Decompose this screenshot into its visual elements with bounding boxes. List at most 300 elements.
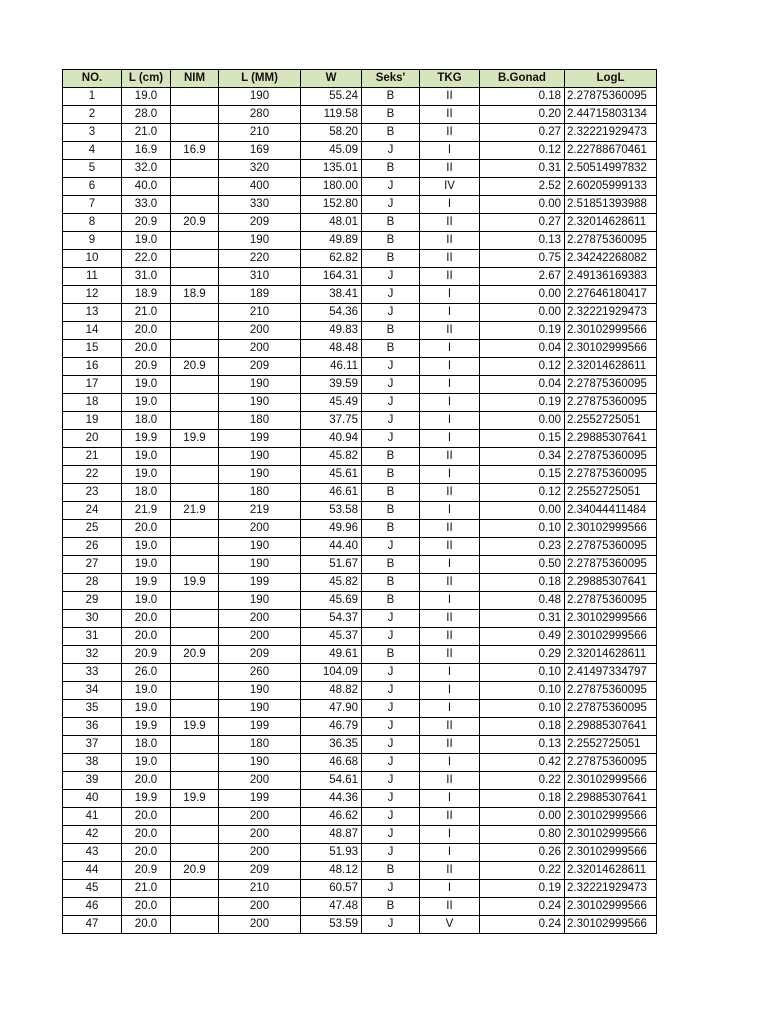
cell-logl: 2.29885307641 bbox=[565, 430, 657, 448]
cell-w: 180.00 bbox=[301, 178, 362, 196]
cell-l-cm: 26.0 bbox=[122, 664, 171, 682]
cell-l-mm: 200 bbox=[219, 808, 301, 826]
cell-l-cm: 20.0 bbox=[122, 898, 171, 916]
cell-l-cm: 16.9 bbox=[122, 142, 171, 160]
cell-nim: 19.9 bbox=[171, 574, 219, 592]
table-row bbox=[63, 718, 657, 736]
cell-seks: B bbox=[362, 502, 420, 520]
cell-w: 54.37 bbox=[301, 610, 362, 628]
cell-l-cm: 40.0 bbox=[122, 178, 171, 196]
cell-no: 10 bbox=[63, 250, 122, 268]
cell-logl: 2.32014628611 bbox=[565, 214, 657, 232]
cell-l-mm: 190 bbox=[219, 700, 301, 718]
cell-l-cm: 19.0 bbox=[122, 682, 171, 700]
cell-nim: 16.9 bbox=[171, 142, 219, 160]
cell-l-mm: 400 bbox=[219, 178, 301, 196]
data-table bbox=[62, 69, 657, 934]
cell-logl: 2.27875360095 bbox=[565, 466, 657, 484]
cell-no: 46 bbox=[63, 898, 122, 916]
cell-w: 48.82 bbox=[301, 682, 362, 700]
cell-no: 23 bbox=[63, 484, 122, 502]
cell-l-cm: 28.0 bbox=[122, 106, 171, 124]
cell-seks: B bbox=[362, 646, 420, 664]
cell-nim bbox=[171, 304, 219, 322]
cell-b-gonad: 0.27 bbox=[480, 124, 565, 142]
cell-l-cm: 20.9 bbox=[122, 862, 171, 880]
cell-b-gonad: 0.04 bbox=[480, 340, 565, 358]
table-row bbox=[63, 448, 657, 466]
cell-seks: J bbox=[362, 664, 420, 682]
cell-nim bbox=[171, 106, 219, 124]
cell-l-cm: 20.9 bbox=[122, 646, 171, 664]
cell-w: 48.48 bbox=[301, 340, 362, 358]
table-row bbox=[63, 178, 657, 196]
cell-seks: B bbox=[362, 862, 420, 880]
cell-seks: B bbox=[362, 484, 420, 502]
cell-b-gonad: 0.48 bbox=[480, 592, 565, 610]
cell-no: 4 bbox=[63, 142, 122, 160]
cell-no: 43 bbox=[63, 844, 122, 862]
cell-l-cm: 19.0 bbox=[122, 88, 171, 106]
cell-b-gonad: 0.34 bbox=[480, 448, 565, 466]
cell-logl: 2.30102999566 bbox=[565, 628, 657, 646]
cell-tkg: II bbox=[420, 160, 480, 178]
header-seks: Seks' bbox=[362, 70, 420, 88]
cell-l-cm: 20.0 bbox=[122, 808, 171, 826]
table-row bbox=[63, 430, 657, 448]
cell-nim bbox=[171, 538, 219, 556]
cell-w: 45.69 bbox=[301, 592, 362, 610]
cell-l-cm: 19.9 bbox=[122, 790, 171, 808]
cell-w: 49.83 bbox=[301, 322, 362, 340]
cell-seks: J bbox=[362, 196, 420, 214]
cell-logl: 2.30102999566 bbox=[565, 826, 657, 844]
cell-l-cm: 20.0 bbox=[122, 844, 171, 862]
cell-w: 47.90 bbox=[301, 700, 362, 718]
cell-l-mm: 180 bbox=[219, 484, 301, 502]
cell-tkg: I bbox=[420, 880, 480, 898]
cell-logl: 2.32014628611 bbox=[565, 646, 657, 664]
cell-seks: B bbox=[362, 160, 420, 178]
cell-tkg: I bbox=[420, 394, 480, 412]
table-row bbox=[63, 124, 657, 142]
cell-tkg: I bbox=[420, 304, 480, 322]
cell-l-mm: 199 bbox=[219, 790, 301, 808]
cell-b-gonad: 2.52 bbox=[480, 178, 565, 196]
cell-l-mm: 209 bbox=[219, 646, 301, 664]
cell-w: 119.58 bbox=[301, 106, 362, 124]
cell-logl: 2.60205999133 bbox=[565, 178, 657, 196]
header-no: NO. bbox=[63, 70, 122, 88]
table-row bbox=[63, 700, 657, 718]
table-row bbox=[63, 826, 657, 844]
header-b-gonad: B.Gonad bbox=[480, 70, 565, 88]
cell-tkg: II bbox=[420, 610, 480, 628]
cell-nim bbox=[171, 124, 219, 142]
cell-w: 135.01 bbox=[301, 160, 362, 178]
cell-seks: B bbox=[362, 322, 420, 340]
cell-w: 49.61 bbox=[301, 646, 362, 664]
cell-seks: B bbox=[362, 592, 420, 610]
cell-nim bbox=[171, 250, 219, 268]
cell-logl: 2.27875360095 bbox=[565, 682, 657, 700]
cell-l-mm: 190 bbox=[219, 754, 301, 772]
cell-l-mm: 280 bbox=[219, 106, 301, 124]
cell-w: 48.12 bbox=[301, 862, 362, 880]
cell-w: 45.49 bbox=[301, 394, 362, 412]
cell-seks: B bbox=[362, 340, 420, 358]
cell-logl: 2.30102999566 bbox=[565, 520, 657, 538]
table-row bbox=[63, 466, 657, 484]
cell-no: 32 bbox=[63, 646, 122, 664]
cell-seks: J bbox=[362, 808, 420, 826]
cell-l-mm: 200 bbox=[219, 628, 301, 646]
cell-l-cm: 20.9 bbox=[122, 358, 171, 376]
table-row bbox=[63, 844, 657, 862]
cell-no: 19 bbox=[63, 412, 122, 430]
cell-nim bbox=[171, 232, 219, 250]
cell-l-cm: 20.0 bbox=[122, 826, 171, 844]
cell-b-gonad: 0.00 bbox=[480, 196, 565, 214]
cell-tkg: II bbox=[420, 448, 480, 466]
header-tkg: TKG bbox=[420, 70, 480, 88]
cell-seks: J bbox=[362, 394, 420, 412]
table-row bbox=[63, 304, 657, 322]
cell-l-mm: 169 bbox=[219, 142, 301, 160]
cell-no: 30 bbox=[63, 610, 122, 628]
cell-no: 11 bbox=[63, 268, 122, 286]
cell-l-mm: 180 bbox=[219, 412, 301, 430]
cell-l-mm: 190 bbox=[219, 682, 301, 700]
cell-logl: 2.30102999566 bbox=[565, 808, 657, 826]
cell-logl: 2.30102999566 bbox=[565, 844, 657, 862]
cell-logl: 2.27875360095 bbox=[565, 232, 657, 250]
cell-w: 54.36 bbox=[301, 304, 362, 322]
cell-l-mm: 220 bbox=[219, 250, 301, 268]
cell-w: 54.61 bbox=[301, 772, 362, 790]
table-row bbox=[63, 250, 657, 268]
cell-logl: 2.32014628611 bbox=[565, 358, 657, 376]
cell-b-gonad: 0.00 bbox=[480, 412, 565, 430]
cell-nim bbox=[171, 412, 219, 430]
cell-b-gonad: 0.10 bbox=[480, 700, 565, 718]
cell-l-cm: 19.9 bbox=[122, 430, 171, 448]
cell-b-gonad: 0.27 bbox=[480, 214, 565, 232]
cell-tkg: II bbox=[420, 862, 480, 880]
cell-w: 44.40 bbox=[301, 538, 362, 556]
cell-w: 104.09 bbox=[301, 664, 362, 682]
cell-nim bbox=[171, 664, 219, 682]
table-row bbox=[63, 268, 657, 286]
cell-seks: B bbox=[362, 232, 420, 250]
cell-tkg: II bbox=[420, 322, 480, 340]
cell-nim bbox=[171, 484, 219, 502]
cell-l-cm: 19.0 bbox=[122, 592, 171, 610]
cell-no: 22 bbox=[63, 466, 122, 484]
cell-l-cm: 21.0 bbox=[122, 124, 171, 142]
cell-nim bbox=[171, 394, 219, 412]
table-row bbox=[63, 88, 657, 106]
cell-no: 33 bbox=[63, 664, 122, 682]
table-row bbox=[63, 790, 657, 808]
cell-no: 12 bbox=[63, 286, 122, 304]
cell-tkg: II bbox=[420, 772, 480, 790]
cell-w: 40.94 bbox=[301, 430, 362, 448]
cell-l-cm: 20.0 bbox=[122, 628, 171, 646]
cell-l-cm: 18.0 bbox=[122, 736, 171, 754]
cell-logl: 2.22788670461 bbox=[565, 142, 657, 160]
cell-tkg: II bbox=[420, 898, 480, 916]
cell-l-cm: 21.0 bbox=[122, 304, 171, 322]
cell-nim bbox=[171, 178, 219, 196]
cell-b-gonad: 0.49 bbox=[480, 628, 565, 646]
cell-b-gonad: 0.31 bbox=[480, 610, 565, 628]
cell-tkg: I bbox=[420, 466, 480, 484]
cell-l-cm: 19.9 bbox=[122, 574, 171, 592]
cell-logl: 2.30102999566 bbox=[565, 610, 657, 628]
cell-l-cm: 20.0 bbox=[122, 916, 171, 934]
cell-w: 46.61 bbox=[301, 484, 362, 502]
cell-l-mm: 320 bbox=[219, 160, 301, 178]
cell-tkg: II bbox=[420, 88, 480, 106]
cell-b-gonad: 0.10 bbox=[480, 664, 565, 682]
cell-no: 35 bbox=[63, 700, 122, 718]
table-body bbox=[63, 88, 657, 934]
cell-b-gonad: 0.12 bbox=[480, 142, 565, 160]
cell-seks: B bbox=[362, 898, 420, 916]
cell-seks: B bbox=[362, 448, 420, 466]
cell-no: 29 bbox=[63, 592, 122, 610]
cell-w: 53.58 bbox=[301, 502, 362, 520]
cell-w: 38.41 bbox=[301, 286, 362, 304]
cell-nim bbox=[171, 376, 219, 394]
cell-b-gonad: 0.10 bbox=[480, 520, 565, 538]
cell-no: 24 bbox=[63, 502, 122, 520]
cell-l-mm: 199 bbox=[219, 430, 301, 448]
cell-l-mm: 310 bbox=[219, 268, 301, 286]
cell-w: 46.62 bbox=[301, 808, 362, 826]
cell-w: 46.11 bbox=[301, 358, 362, 376]
cell-l-mm: 190 bbox=[219, 232, 301, 250]
cell-l-mm: 219 bbox=[219, 502, 301, 520]
cell-tkg: II bbox=[420, 736, 480, 754]
cell-tkg: I bbox=[420, 358, 480, 376]
table-row bbox=[63, 484, 657, 502]
cell-seks: J bbox=[362, 376, 420, 394]
cell-l-mm: 190 bbox=[219, 394, 301, 412]
cell-w: 46.68 bbox=[301, 754, 362, 772]
cell-w: 45.37 bbox=[301, 628, 362, 646]
cell-nim bbox=[171, 826, 219, 844]
cell-nim: 20.9 bbox=[171, 358, 219, 376]
cell-tkg: II bbox=[420, 520, 480, 538]
cell-no: 36 bbox=[63, 718, 122, 736]
cell-l-mm: 190 bbox=[219, 448, 301, 466]
cell-b-gonad: 0.42 bbox=[480, 754, 565, 772]
cell-b-gonad: 0.50 bbox=[480, 556, 565, 574]
cell-seks: J bbox=[362, 142, 420, 160]
table-row bbox=[63, 592, 657, 610]
cell-l-cm: 33.0 bbox=[122, 196, 171, 214]
table-row bbox=[63, 610, 657, 628]
cell-tkg: I bbox=[420, 196, 480, 214]
cell-no: 41 bbox=[63, 808, 122, 826]
cell-seks: J bbox=[362, 826, 420, 844]
header-row bbox=[63, 70, 657, 88]
cell-tkg: I bbox=[420, 826, 480, 844]
cell-logl: 2.51851393988 bbox=[565, 196, 657, 214]
table-row bbox=[63, 196, 657, 214]
cell-seks: J bbox=[362, 286, 420, 304]
cell-b-gonad: 0.24 bbox=[480, 916, 565, 934]
cell-tkg: II bbox=[420, 646, 480, 664]
cell-logl: 2.29885307641 bbox=[565, 574, 657, 592]
cell-l-mm: 200 bbox=[219, 898, 301, 916]
cell-l-mm: 199 bbox=[219, 718, 301, 736]
cell-logl: 2.30102999566 bbox=[565, 340, 657, 358]
cell-tkg: I bbox=[420, 754, 480, 772]
cell-tkg: IV bbox=[420, 178, 480, 196]
cell-tkg: I bbox=[420, 340, 480, 358]
cell-no: 40 bbox=[63, 790, 122, 808]
cell-w: 49.96 bbox=[301, 520, 362, 538]
cell-b-gonad: 0.18 bbox=[480, 574, 565, 592]
cell-l-mm: 330 bbox=[219, 196, 301, 214]
cell-no: 28 bbox=[63, 574, 122, 592]
cell-nim bbox=[171, 916, 219, 934]
cell-nim bbox=[171, 898, 219, 916]
cell-b-gonad: 2.67 bbox=[480, 268, 565, 286]
cell-tkg: II bbox=[420, 628, 480, 646]
cell-l-mm: 200 bbox=[219, 610, 301, 628]
cell-w: 55.24 bbox=[301, 88, 362, 106]
cell-logl: 2.30102999566 bbox=[565, 772, 657, 790]
cell-l-mm: 260 bbox=[219, 664, 301, 682]
cell-b-gonad: 0.80 bbox=[480, 826, 565, 844]
cell-w: 48.01 bbox=[301, 214, 362, 232]
cell-no: 5 bbox=[63, 160, 122, 178]
cell-tkg: II bbox=[420, 268, 480, 286]
cell-no: 20 bbox=[63, 430, 122, 448]
cell-tkg: I bbox=[420, 790, 480, 808]
cell-w: 46.79 bbox=[301, 718, 362, 736]
cell-no: 45 bbox=[63, 880, 122, 898]
table-row bbox=[63, 358, 657, 376]
cell-b-gonad: 0.29 bbox=[480, 646, 565, 664]
table-row bbox=[63, 808, 657, 826]
cell-l-cm: 18.0 bbox=[122, 484, 171, 502]
cell-tkg: II bbox=[420, 538, 480, 556]
cell-seks: J bbox=[362, 268, 420, 286]
table-row bbox=[63, 106, 657, 124]
cell-w: 58.20 bbox=[301, 124, 362, 142]
cell-b-gonad: 0.00 bbox=[480, 502, 565, 520]
cell-no: 2 bbox=[63, 106, 122, 124]
cell-l-cm: 19.0 bbox=[122, 232, 171, 250]
cell-no: 14 bbox=[63, 322, 122, 340]
cell-tkg: I bbox=[420, 412, 480, 430]
cell-l-mm: 200 bbox=[219, 916, 301, 934]
cell-logl: 2.30102999566 bbox=[565, 322, 657, 340]
cell-b-gonad: 0.00 bbox=[480, 286, 565, 304]
cell-l-mm: 190 bbox=[219, 88, 301, 106]
cell-logl: 2.29885307641 bbox=[565, 718, 657, 736]
cell-l-cm: 19.0 bbox=[122, 538, 171, 556]
cell-l-cm: 19.0 bbox=[122, 700, 171, 718]
cell-seks: J bbox=[362, 916, 420, 934]
cell-seks: J bbox=[362, 772, 420, 790]
cell-logl: 2.27875360095 bbox=[565, 376, 657, 394]
cell-logl: 2.34044411484 bbox=[565, 502, 657, 520]
cell-logl: 2.27875360095 bbox=[565, 538, 657, 556]
cell-nim bbox=[171, 682, 219, 700]
cell-no: 8 bbox=[63, 214, 122, 232]
cell-logl: 2.27875360095 bbox=[565, 700, 657, 718]
table-row bbox=[63, 736, 657, 754]
cell-tkg: I bbox=[420, 430, 480, 448]
cell-l-cm: 19.0 bbox=[122, 754, 171, 772]
cell-l-cm: 18.0 bbox=[122, 412, 171, 430]
cell-no: 16 bbox=[63, 358, 122, 376]
cell-w: 48.87 bbox=[301, 826, 362, 844]
table-row bbox=[63, 376, 657, 394]
cell-logl: 2.27875360095 bbox=[565, 88, 657, 106]
cell-logl: 2.2552725051 bbox=[565, 412, 657, 430]
cell-seks: J bbox=[362, 754, 420, 772]
cell-w: 37.75 bbox=[301, 412, 362, 430]
cell-logl: 2.27875360095 bbox=[565, 448, 657, 466]
cell-nim bbox=[171, 772, 219, 790]
cell-w: 164.31 bbox=[301, 268, 362, 286]
cell-nim: 19.9 bbox=[171, 430, 219, 448]
cell-logl: 2.30102999566 bbox=[565, 898, 657, 916]
cell-nim bbox=[171, 268, 219, 286]
cell-seks: J bbox=[362, 430, 420, 448]
table-row bbox=[63, 160, 657, 178]
cell-logl: 2.27875360095 bbox=[565, 592, 657, 610]
cell-logl: 2.32014628611 bbox=[565, 862, 657, 880]
cell-no: 18 bbox=[63, 394, 122, 412]
cell-l-cm: 22.0 bbox=[122, 250, 171, 268]
cell-b-gonad: 0.18 bbox=[480, 718, 565, 736]
cell-nim: 21.9 bbox=[171, 502, 219, 520]
cell-tkg: I bbox=[420, 502, 480, 520]
cell-b-gonad: 0.13 bbox=[480, 232, 565, 250]
cell-no: 26 bbox=[63, 538, 122, 556]
cell-b-gonad: 0.24 bbox=[480, 898, 565, 916]
cell-w: 51.93 bbox=[301, 844, 362, 862]
cell-logl: 2.27646180417 bbox=[565, 286, 657, 304]
cell-l-mm: 200 bbox=[219, 772, 301, 790]
cell-tkg: I bbox=[420, 286, 480, 304]
cell-b-gonad: 0.10 bbox=[480, 682, 565, 700]
cell-b-gonad: 0.12 bbox=[480, 484, 565, 502]
cell-nim: 18.9 bbox=[171, 286, 219, 304]
cell-w: 47.48 bbox=[301, 898, 362, 916]
cell-logl: 2.27875360095 bbox=[565, 556, 657, 574]
cell-logl: 2.41497334797 bbox=[565, 664, 657, 682]
cell-no: 13 bbox=[63, 304, 122, 322]
cell-nim bbox=[171, 88, 219, 106]
cell-logl: 2.44715803134 bbox=[565, 106, 657, 124]
cell-b-gonad: 0.19 bbox=[480, 322, 565, 340]
table-row bbox=[63, 286, 657, 304]
cell-l-cm: 21.0 bbox=[122, 880, 171, 898]
table-row bbox=[63, 862, 657, 880]
cell-b-gonad: 0.75 bbox=[480, 250, 565, 268]
table-row bbox=[63, 502, 657, 520]
cell-w: 45.82 bbox=[301, 448, 362, 466]
